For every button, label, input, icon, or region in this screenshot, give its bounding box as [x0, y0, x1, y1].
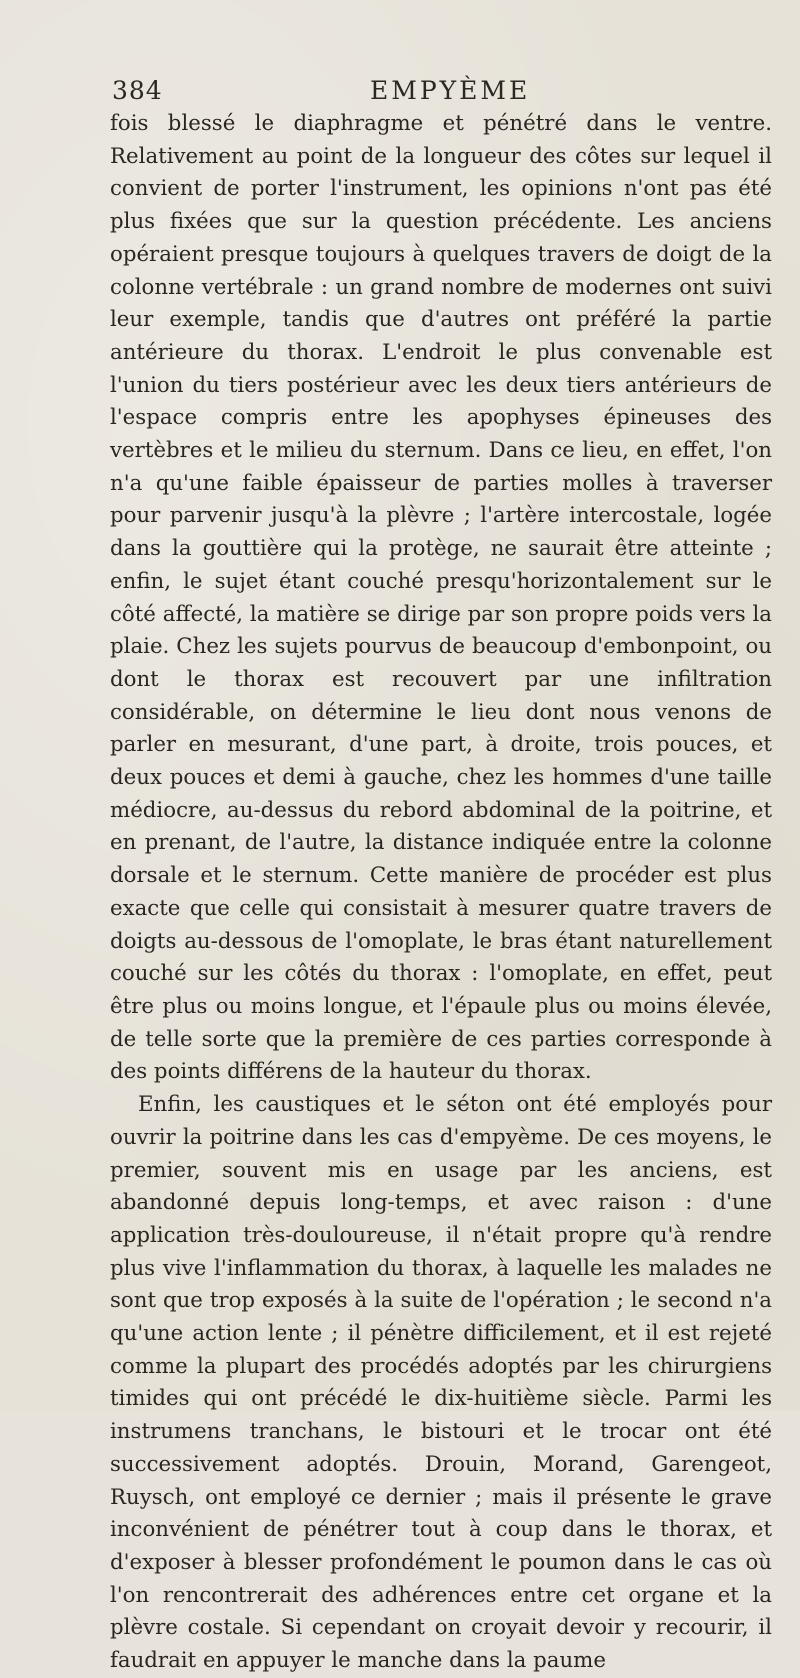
page-number: 384: [112, 76, 163, 105]
paragraph-continued: fois blessé le diaphragme et pénétré dans le ventre. Relativement au point de la longueur des côtes sur lequel il convient de porter l'instrument, les opinions n'ont pas été plus fixées que sur la question précédente. Les anciens opéraient presque toujours à quelques travers de doigt de la colonne vertébrale : un grand nombre de modernes ont suivi leur exemple, tandis que d'autres ont préféré la partie antérieure du thorax. L'endroit le plus convenable est l'union du tiers postérieur avec les deux tiers antérieurs de l'espace compris entre les apophyses épineuses des vertèbres et le milieu du sternum. Dans ce lieu, en effet, l'on n'a qu'une faible épaisseur de parties molles à traverser pour parvenir jusqu'à la plèvre ; l'artère intercostale, logée dans la gouttière qui la protège, ne saurait être atteinte ; enfin, le sujet étant couché presqu'horizontalement sur le côté affecté, la matière se dirige par son propre poids vers la plaie. Chez les sujets pourvus de beaucoup d'embonpoint, ou dont le thorax est recouvert par une infiltration considérable, on détermine le lieu dont nous venons de parler en mesurant, d'une part, à droite, trois pouces, et deux pouces et demi à gauche, chez les hommes d'une taille médiocre, au-dessus du rebord abdominal de la poitrine, et en prenant, de l'autre, la distance indiquée entre la colonne dorsale et le sternum. Cette manière de procéder est plus exacte que celle qui consistait à mesurer quatre travers de doigts au-dessous de l'omoplate, le bras étant naturellement couché sur les côtés du thorax : l'omoplate, en effet, peut être plus ou moins longue, et l'épaule plus ou moins élevée, de telle sorte que la première de ces parties corresponde à des points différens de la hauteur du thorax.: [110, 111, 772, 1085]
running-head: [112, 76, 772, 112]
running-title: EMPYÈME: [370, 76, 531, 105]
body-text: [110, 108, 772, 1678]
paragraph-caustics: Enfin, les caustiques et le séton ont été employés pour ouvrir la poitrine dans les cas d'empyème. De ces moyens, le premier, souvent mis en usage par les anciens, est abandonné depuis long-temps, et avec raison : d'une application très-douloureuse, il n'était propre qu'à rendre plus vive l'inflammation du thorax, à laquelle les malades ne sont que trop exposés à la suite de l'opération ; le second n'a qu'une action lente ; il pénètre difficilement, et il est rejeté comme la plupart des procédés adoptés par les chirurgiens timides qui ont précédé le dix-huitième siècle. Parmi les instrumens tranchans, le bistouri et le trocar ont été successivement adoptés. Drouin, Morand, Garengeot, Ruysch, ont employé ce dernier ; mais il présente le grave inconvénient de pénétrer tout à coup dans le thorax, et d'exposer à blesser profondément le poumon dans le cas où l'on rencontrerait des adhérences entre cet organe et la plèvre costale. Si cependant on croyait devoir y recourir, il faudrait en appuyer le manche dans la paume: [110, 1092, 772, 1674]
